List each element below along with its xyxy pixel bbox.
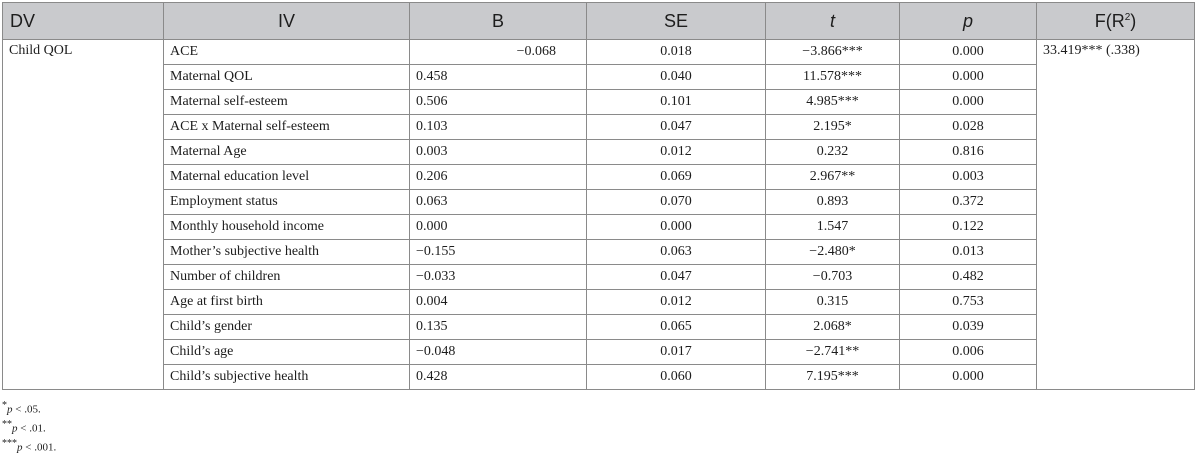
table-row [3, 65, 1195, 90]
table-row [3, 340, 1195, 365]
b-cell: 0.506 [410, 90, 587, 115]
table-row [3, 290, 1195, 315]
iv-cell: Child’s age [164, 340, 410, 365]
iv-cell: ACE x Maternal self-esteem [164, 115, 410, 140]
table-row [3, 315, 1195, 340]
note-p001 [2, 434, 56, 453]
se-cell: 0.012 [587, 290, 766, 315]
iv-cell: Number of children [164, 265, 410, 290]
p-cell: 0.000 [900, 90, 1037, 115]
t-cell: −0.703 [766, 265, 900, 290]
b-cell: 0.206 [410, 165, 587, 190]
header-f-r2 [1037, 3, 1195, 40]
t-cell: 1.547 [766, 215, 900, 240]
note-stars: * [2, 400, 7, 411]
header-se: SE [587, 3, 766, 40]
se-cell: 0.000 [587, 215, 766, 240]
se-cell: 0.065 [587, 315, 766, 340]
b-cell: 0.004 [410, 290, 587, 315]
t-cell: 2.068* [766, 315, 900, 340]
t-cell: 11.578*** [766, 65, 900, 90]
table-row [3, 140, 1195, 165]
p-cell: 0.003 [900, 165, 1037, 190]
iv-cell: Child’s subjective health [164, 365, 410, 390]
se-cell: 0.069 [587, 165, 766, 190]
t-cell: −3.866*** [766, 40, 900, 65]
se-cell: 0.018 [587, 40, 766, 65]
t-cell: 7.195*** [766, 365, 900, 390]
t-cell: −2.480* [766, 240, 900, 265]
header-f-r2-exponent: 2 [1124, 11, 1131, 23]
t-cell: 0.315 [766, 290, 900, 315]
t-cell: 2.967** [766, 165, 900, 190]
b-cell: 0.458 [410, 65, 587, 90]
iv-cell: Maternal QOL [164, 65, 410, 90]
header-f-r2-close: ) [1130, 10, 1137, 31]
f-value-cell: 33.419*** (.338) [1037, 40, 1195, 390]
table-row [3, 190, 1195, 215]
iv-cell: Employment status [164, 190, 410, 215]
se-cell: 0.017 [587, 340, 766, 365]
table-row [3, 240, 1195, 265]
note-text: < .001. [22, 441, 57, 454]
b-cell: 0.103 [410, 115, 587, 140]
iv-cell: Age at first birth [164, 290, 410, 315]
t-cell: 0.232 [766, 140, 900, 165]
b-cell: 0.000 [410, 215, 587, 240]
se-cell: 0.063 [587, 240, 766, 265]
header-dv: DV [3, 3, 164, 40]
b-cell: −0.048 [410, 340, 587, 365]
iv-cell: ACE [164, 40, 410, 65]
se-cell: 0.012 [587, 140, 766, 165]
b-cell: 0.003 [410, 140, 587, 165]
table-row [3, 90, 1195, 115]
p-cell: 0.000 [900, 40, 1037, 65]
t-cell: −2.741** [766, 340, 900, 365]
b-cell: 0.428 [410, 365, 587, 390]
table-notes [2, 396, 56, 453]
regression-table [2, 2, 1195, 390]
se-cell: 0.101 [587, 90, 766, 115]
note-p05 [2, 396, 56, 415]
p-cell: 0.006 [900, 340, 1037, 365]
note-p-symbol: p [12, 422, 18, 435]
header-t: t [766, 3, 900, 40]
se-cell: 0.040 [587, 65, 766, 90]
t-cell: 2.195* [766, 115, 900, 140]
b-cell: 0.135 [410, 315, 587, 340]
p-cell: 0.013 [900, 240, 1037, 265]
iv-cell: Maternal education level [164, 165, 410, 190]
p-cell: 0.039 [900, 315, 1037, 340]
p-cell: 0.753 [900, 290, 1037, 315]
b-cell: −0.155 [410, 240, 587, 265]
table-row [3, 165, 1195, 190]
note-stars: ** [2, 419, 12, 430]
iv-cell: Maternal Age [164, 140, 410, 165]
iv-cell: Child’s gender [164, 315, 410, 340]
p-cell: 0.122 [900, 215, 1037, 240]
b-cell: −0.068 [410, 40, 587, 65]
t-cell: 0.893 [766, 190, 900, 215]
p-cell: 0.816 [900, 140, 1037, 165]
header-p: p [900, 3, 1037, 40]
note-stars: *** [2, 438, 17, 449]
t-cell: 4.985*** [766, 90, 900, 115]
header-b: B [410, 3, 587, 40]
table-row [3, 40, 1195, 65]
note-text: < .01. [17, 422, 46, 435]
table-row [3, 365, 1195, 390]
header-f-r2-base: F(R [1094, 10, 1125, 31]
se-cell: 0.047 [587, 115, 766, 140]
table-row [3, 215, 1195, 240]
table-row [3, 115, 1195, 140]
iv-cell: Mother’s subjective health [164, 240, 410, 265]
note-p-symbol: p [17, 441, 23, 454]
se-cell: 0.060 [587, 365, 766, 390]
iv-cell: Monthly household income [164, 215, 410, 240]
p-cell: 0.028 [900, 115, 1037, 140]
header-iv: IV [164, 3, 410, 40]
p-cell: 0.000 [900, 365, 1037, 390]
se-cell: 0.070 [587, 190, 766, 215]
p-cell: 0.000 [900, 65, 1037, 90]
se-cell: 0.047 [587, 265, 766, 290]
iv-cell: Maternal self-esteem [164, 90, 410, 115]
b-cell: 0.063 [410, 190, 587, 215]
header-row [3, 3, 1195, 40]
note-p-symbol: p [7, 403, 13, 416]
note-text: < .05. [12, 403, 41, 416]
p-cell: 0.482 [900, 265, 1037, 290]
dv-cell: Child QOL [3, 40, 164, 390]
p-cell: 0.372 [900, 190, 1037, 215]
table-row [3, 265, 1195, 290]
note-p01 [2, 415, 56, 434]
b-cell: −0.033 [410, 265, 587, 290]
